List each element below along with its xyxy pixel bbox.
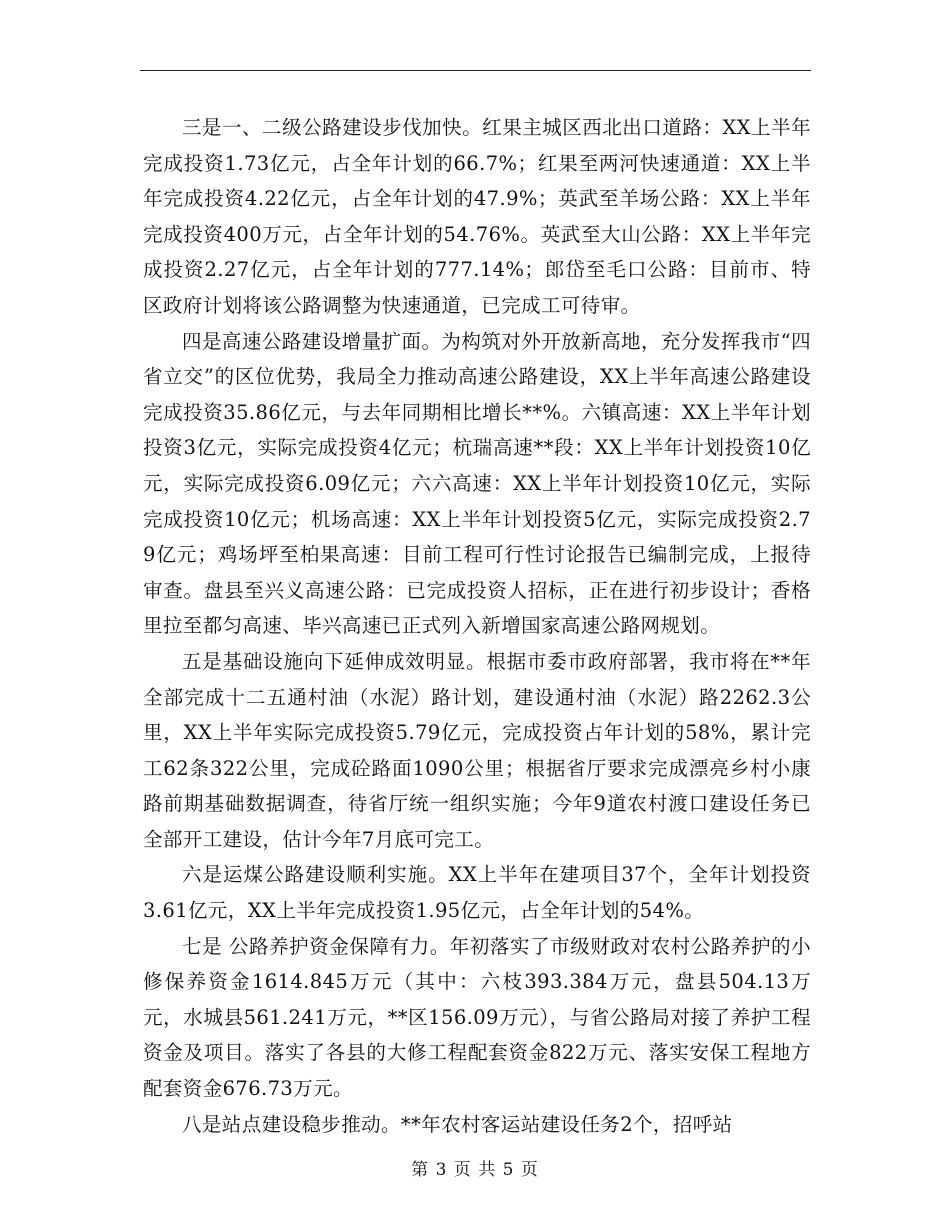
- page-number: 第 3 页 共 5 页: [411, 1160, 539, 1180]
- paragraph-highway-grade: 三是一、二级公路建设步伐加快。红果主城区西北出口道路：XX上半年完成投资1.73亿元，占全年计划的66.7%；红果至两河快速通道：XX上半年完成投资4.22亿元，占全年计划的47.9%；英武至羊场公路：XX上半年完成投资400万元，占全年计划的54.76%。英武至大山公路：XX上半年完成投资2.27亿元，占全年计划的777.14%；郎岱至毛口公路：目前市、特区政府计划将该公路调整为快速通道，已完成工可待审。: [143, 116, 811, 317]
- paragraph-expressway: 四是高速公路建设增量扩面。为构筑对外开放新高地，充分发挥我市“四省立交”的区位优势，我局全力推动高速公路建设，XX上半年高速公路建设完成投资35.86亿元，与去年同期相比增长**%。六镇高速：XX上半年计划投资3亿元，实际完成投资4亿元；杭瑞高速**段：XX上半年计划投资10亿元，实际完成投资6.09亿元；六六高速：XX上半年计划投资10亿元，实际完成投资10亿元；机场高速：XX上半年计划投资5亿元，实际完成投资2.79亿元；鸡场坪至柏果高速：目前工程可行性讨论报告已编制完成，上报待审查。盘县至兴义高速公路：已完成投资人招标，正在进行初步设计；香格里拉至都匀高速、毕兴高速已正式列入新增国家高速公路网规划。: [143, 329, 811, 638]
- document-body: [143, 110, 811, 1142]
- paragraph-coal-road: 六是运煤公路建设顺利实施。XX上半年在建项目37个，全年计划投资3.61亿元，XX上半年完成投资1.95亿元，占全年计划的54%。: [143, 863, 811, 923]
- header-rule: [140, 70, 811, 71]
- page-footer: [0, 1155, 950, 1180]
- paragraph-station-construction: 八是站点建设稳步推动。**年农村客运站建设任务2个，招呼站: [182, 1112, 733, 1136]
- paragraph-maintenance-funds: 七是 公路养护资金保障有力。年初落实了市级财政对农村公路养护的小修保养资金1614.845万元（其中：六枝393.384万元，盘县504.13万元，水城县561.241万元，**区156.09万元），与省公路局对接了养护工程资金及项目。落实了各县的大修工程配套资金822万元、落实安保工程地方配套资金676.73万元。: [143, 934, 811, 1101]
- paragraph-infrastructure: 五是基础设施向下延伸成效明显。根据市委市政府部署，我市将在**年全部完成十二五通村油（水泥）路计划，建设通村油（水泥）路2262.3公里，XX上半年实际完成投资5.79亿元，完成投资占年计划的58%，累计完工62条322公里，完成砼路面1090公里；根据省厅要求完成漂亮乡村小康路前期基础数据调查，待省厅统一组织实施；今年9道农村渡口建设任务已全部开工建设，估计今年7月底可完工。: [143, 649, 811, 851]
